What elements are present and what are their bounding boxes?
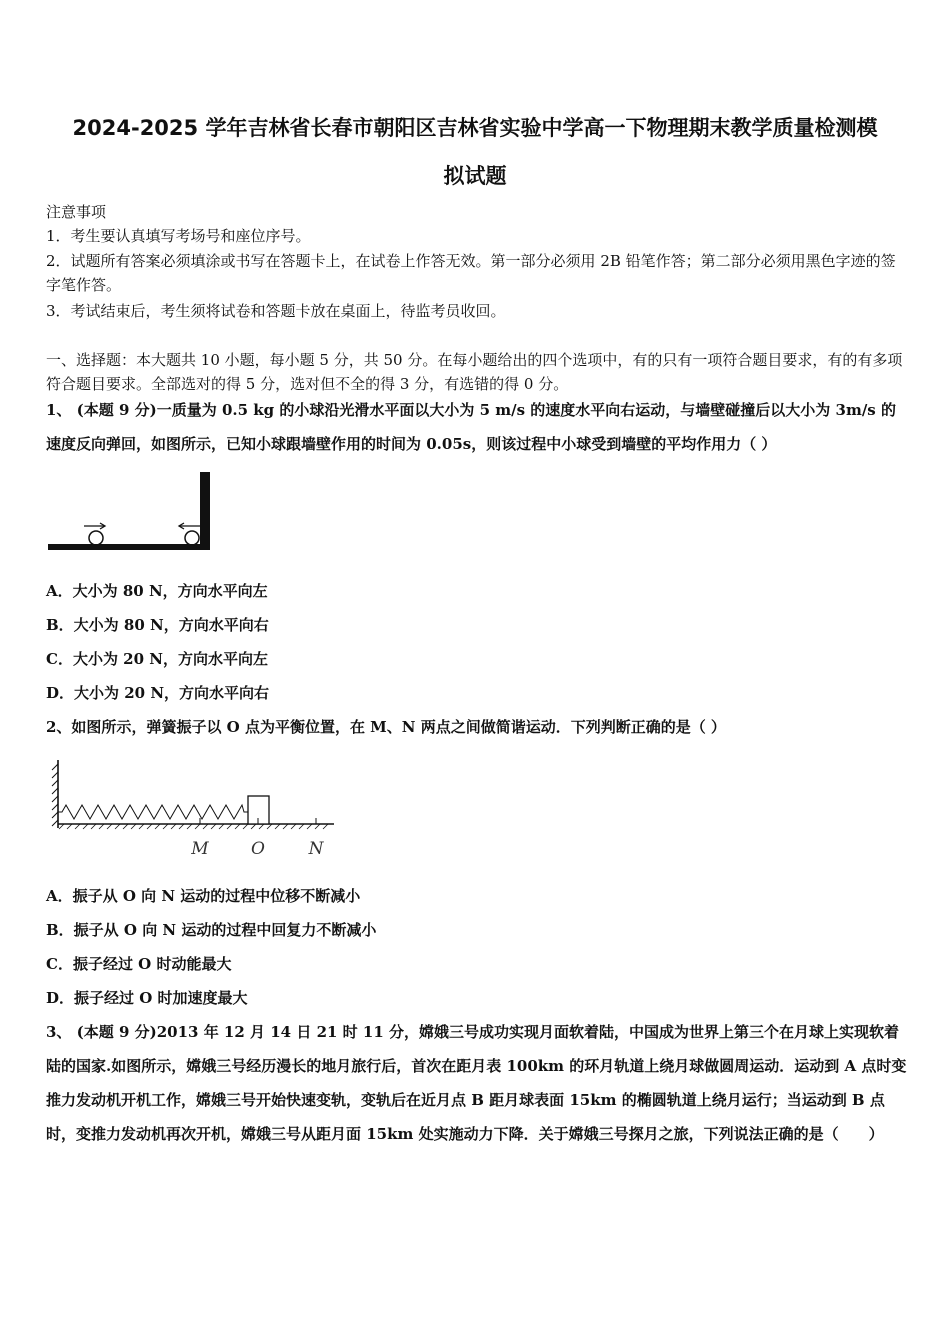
- arrow-right-icon: [84, 523, 105, 529]
- question-1-option-c[interactable]: C．大小为 20 N，方向水平向左: [46, 650, 268, 668]
- arrow-left-icon: [179, 523, 200, 529]
- label-o: O: [251, 839, 265, 859]
- floor-surface: [48, 544, 210, 550]
- question-1-stem: 1、 (本题 9 分)一质量为 0.5 kg 的小球沿光滑水平面以大小为 5 m/s 的速度水平向右运动，与墙壁碰撞后以大小为 3m/s 的速度反向弹回，如图所示，已知小球跟墙壁作用的时间为 0.05s，则该过程中小球受到墙壁的平均作用力（ ）: [46, 401, 896, 453]
- question-1-figure: [46, 468, 216, 558]
- page-title-line2: 拟试题: [443, 164, 507, 188]
- question-2-stem: 2、如图所示，弹簧振子以 O 点为平衡位置，在 M、N 两点之间做简谐运动．下列判断正确的是（ ）: [46, 718, 726, 736]
- question-2-option-d[interactable]: D．振子经过 O 时加速度最大: [46, 989, 248, 1007]
- spring: [58, 805, 248, 819]
- label-n: N: [308, 839, 324, 859]
- wall: [200, 472, 210, 550]
- notice-item-1: 1．考生要认真填写考场号和座位序号。: [46, 227, 311, 245]
- notice-item-2: 2．试题所有答案必须填涂或书写在答题卡上，在试卷上作答无效。第一部分必须用 2B 铅笔作答；第二部分必须用黑色字迹的签字笔作答。: [46, 252, 896, 294]
- section-instructions: 一、选择题：本大题共 10 小题，每小题 5 分，共 50 分。在每小题给出的四个选项中，有的只有一项符合题目要求，有的有多项符合题目要求。全部选对的得 5 分，选对但不全的得 3 分，有选错的得 0 分。: [46, 351, 903, 393]
- question-1-option-a[interactable]: A．大小为 80 N，方向水平向左: [46, 582, 268, 600]
- page-title-line1: 2024-2025 学年吉林省长春市朝阳区吉林省实验中学高一下物理期末教学质量检测模: [72, 116, 878, 140]
- question-2-option-b[interactable]: B．振子从 O 向 N 运动的过程中回复力不断减小: [46, 921, 377, 939]
- question-1-option-b[interactable]: B．大小为 80 N，方向水平向右: [46, 616, 269, 634]
- ball-right: [185, 531, 199, 545]
- question-1-option-d[interactable]: D．大小为 20 N，方向水平向右: [46, 684, 270, 702]
- question-2-figure: [50, 756, 340, 860]
- ball-left: [89, 531, 103, 545]
- question-2-option-c[interactable]: C．振子经过 O 时动能最大: [46, 955, 232, 973]
- question-3-stem: 3、 (本题 9 分)2013 年 12 月 14 日 21 时 11 分，嫦娥三号成功实现月面软着陆，中国成为世界上第三个在月球上实现软着陆的国家.如图所示，嫦娥三号经历漫长的地月旅行后，首次在距月表 100km 的环月轨道上绕月球做圆周运动．运动到 A 点时变推力发动机开机工作，嫦娥三号开始快速变轨，变轨后在近月点 B 距月球表面 15km 的椭圆轨道上绕月运行；当运动到 B 点时，变推力发动机再次开机，嫦娥三号从距月面 15km 处实施动力下降．关于嫦娥三号探月之旅，下列说法正确的是（ ）: [46, 1023, 907, 1143]
- wall-hatching: [52, 764, 58, 826]
- notice-heading: 注意事项: [46, 203, 107, 221]
- question-2-option-a[interactable]: A．振子从 O 向 N 运动的过程中位移不断减小: [46, 887, 361, 905]
- notice-item-3: 3．考试结束后，考生须将试卷和答题卡放在桌面上，待监考员收回。: [46, 302, 506, 320]
- label-m: M: [191, 839, 209, 859]
